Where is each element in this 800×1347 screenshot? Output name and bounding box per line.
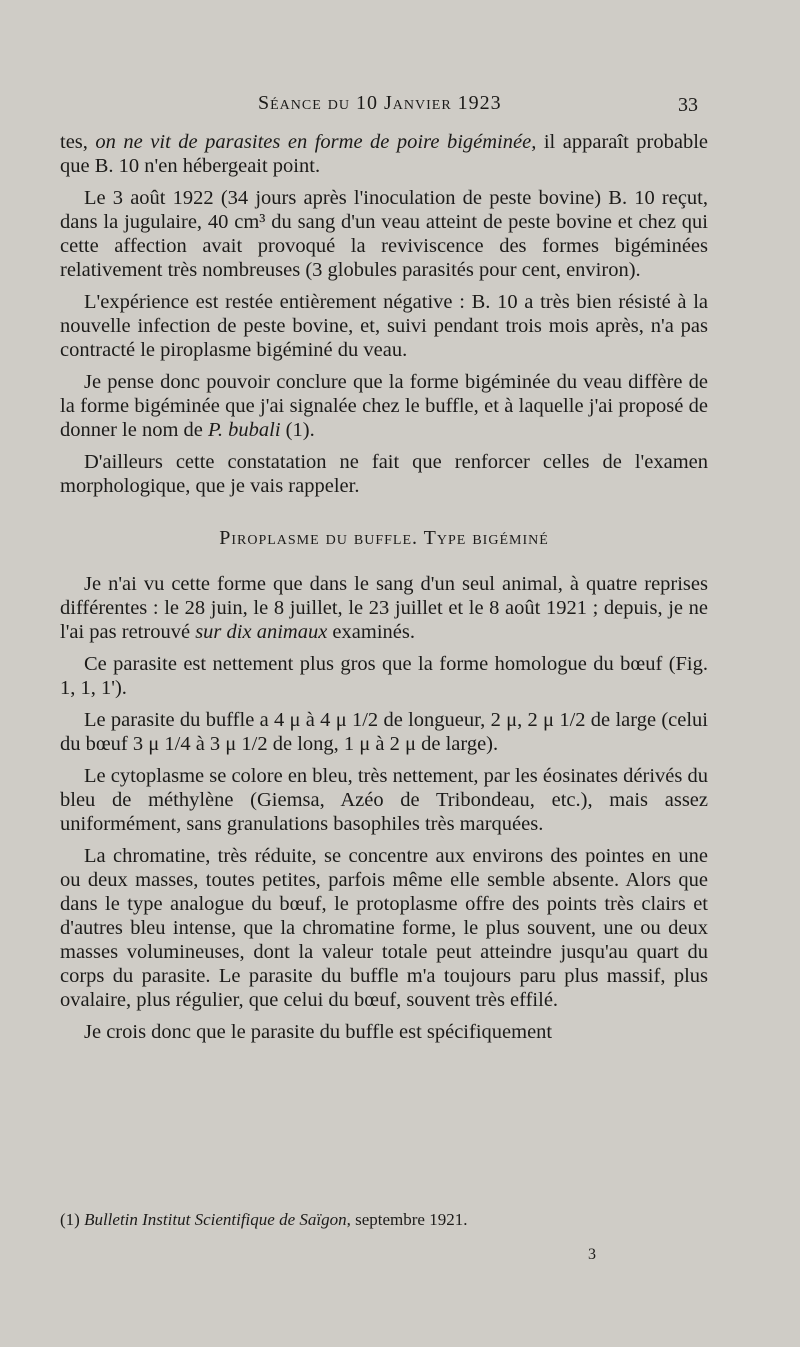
paragraph: Le cytoplasme se colore en bleu, très nettement, par les éosinates dérivés du bleu de méthylène (Giemsa, Azéo de Tribondeau, etc.), mais assez uniformément, sans granulations basophiles très marquées. <box>60 765 708 835</box>
paragraph: Le 3 août 1922 (34 jours après l'inoculation de peste bovine) B. 10 reçut, dans la jugulaire, 40 cm³ du sang d'un veau atteint de peste bovine et chez qui cette affection avait provoqué la reviviscence des formes bigéminées relativement très nombreuses (3 globules parasités pour cent, environ). <box>60 187 708 281</box>
footnote: (1) Bulletin Institut Scientifique de Saïgon, septembre 1921. <box>60 1210 468 1229</box>
body-text <box>60 130 708 1052</box>
page-header <box>0 92 800 122</box>
paragraph: Je n'ai vu cette forme que dans le sang d'un seul animal, à quatre reprises différentes : le 28 juin, le 8 juillet, le 23 juillet et le 8 août 1921 ; depuis, je ne l'ai pas retrouvé sur dix animaux examinés. <box>60 573 708 643</box>
page-number: 33 <box>678 94 698 116</box>
paragraph: L'expérience est restée entièrement négative : B. 10 a très bien résisté à la nouvelle infection de peste bovine, et, suivi pendant trois mois après, n'a pas contracté le piroplasme bigéminé du veau. <box>60 291 708 361</box>
signature-mark: 3 <box>588 1246 596 1263</box>
paragraph: Ce parasite est nettement plus gros que la forme homologue du bœuf (Fig. 1, 1, 1'). <box>60 653 708 699</box>
paragraph: tes, on ne vit de parasites en forme de poire bigéminée, il apparaît probable que B. 10 n'en hébergeait point. <box>60 131 708 177</box>
paragraph: Je crois donc que le parasite du buffle est spécifiquement <box>84 1021 553 1043</box>
paragraph: D'ailleurs cette constatation ne fait que renforcer celles de l'examen morphologique, que je vais rappeler. <box>60 451 708 497</box>
section-title: Piroplasme du buffle. Type bigéminé <box>219 527 549 549</box>
paragraph: Le parasite du buffle a 4 μ à 4 μ 1/2 de longueur, 2 μ, 2 μ 1/2 de large (celui du bœuf 3 μ 1/4 à 3 μ 1/2 de long, 1 μ à 2 μ de large). <box>60 709 708 755</box>
paragraph: La chromatine, très réduite, se concentre aux environs des pointes en une ou deux masses, toutes petites, parfois même elle semble absente. Alors que dans le type analogue du bœuf, le protoplasme offre des points très clairs et d'autres bleu intense, que la chromatine forme, le plus souvent, une ou deux masses volumineuses, dont la valeur totale peut atteindre jusqu'au quart du corps du parasite. Le parasite du buffle m'a toujours paru plus massif, plus ovalaire, plus régulier, que celui du bœuf, souvent très effilé. <box>60 845 708 1011</box>
running-head: Séance du 10 Janvier 1923 <box>258 92 502 114</box>
paragraph: Je pense donc pouvoir conclure que la forme bigéminée du veau diffère de la forme bigéminée que j'ai signalée chez le buffle, et à laquelle j'ai proposé de donner le nom de P. bubali (1). <box>60 371 708 441</box>
